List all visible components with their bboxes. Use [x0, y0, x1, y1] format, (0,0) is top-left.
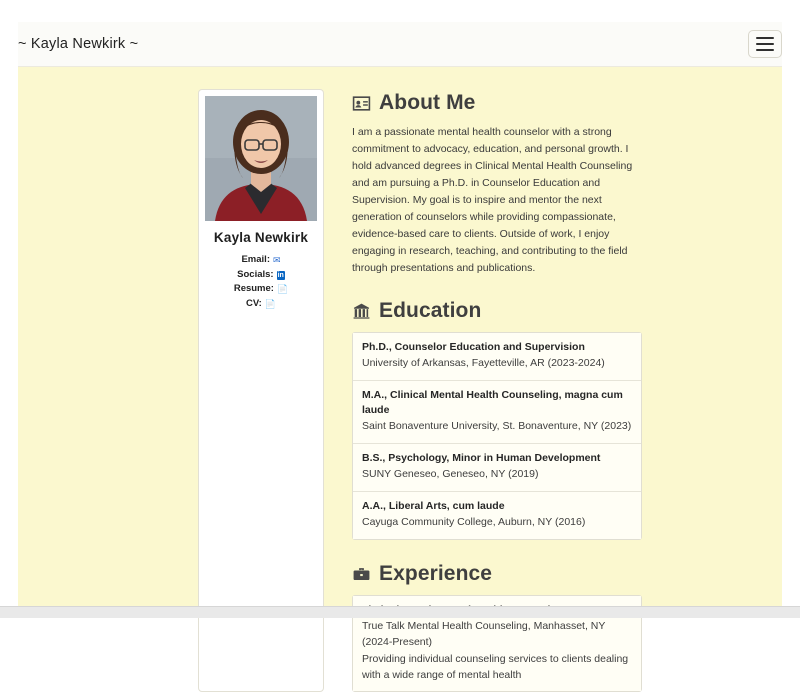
contact-list	[205, 253, 317, 312]
experience-section-title: Experience	[379, 562, 493, 586]
page-right-margin	[782, 22, 800, 607]
list-item	[353, 333, 641, 381]
experience-section-header	[352, 562, 642, 586]
education-school: Cayuga Community College, Auburn, NY (2016)	[362, 516, 586, 529]
menu-toggler-button[interactable]	[748, 30, 782, 58]
education-section-header	[352, 299, 642, 323]
document-icon[interactable]: 📄	[276, 284, 289, 295]
hamburger-bar-3	[756, 49, 774, 51]
list-item	[353, 381, 641, 444]
education-list	[352, 332, 642, 540]
profile-photo	[205, 96, 317, 221]
experience-org: True Talk Mental Health Counseling, Manhasset, NY (2024-Present)	[362, 620, 606, 649]
page-body	[0, 67, 800, 681]
email-icon[interactable]: ✉	[272, 254, 281, 265]
contact-cv-row[interactable]	[205, 297, 317, 312]
briefcase-icon	[352, 565, 371, 584]
contact-socials-label: Socials:	[237, 268, 274, 280]
site-navbar	[0, 22, 800, 67]
id-card-icon	[352, 94, 371, 113]
experience-description: Providing individual counseling services to clients dealing with a wide range of mental health	[362, 652, 629, 681]
contact-cv-label: CV:	[245, 298, 262, 310]
contact-email-row[interactable]	[205, 253, 317, 268]
contact-email-label: Email:	[241, 254, 270, 265]
education-school: SUNY Geneseo, Geneseo, NY (2019)	[362, 468, 539, 481]
right-column	[352, 89, 642, 692]
hamburger-bar-1	[756, 37, 774, 39]
site-brand[interactable]: ~ Kayla Newkirk ~	[18, 36, 139, 52]
contact-resume-row[interactable]	[205, 282, 317, 297]
profile-card	[198, 89, 324, 692]
education-school: Saint Bonaventure University, St. Bonaventure, NY (2023)	[362, 420, 632, 433]
list-item	[353, 444, 641, 492]
education-section-title: Education	[379, 299, 482, 322]
window-bottom-bar	[0, 606, 800, 618]
document-icon[interactable]: 📄	[264, 299, 277, 310]
profile-name: Kayla Newkirk	[213, 230, 309, 245]
linkedin-icon[interactable]: in	[277, 271, 284, 279]
left-column	[0, 89, 330, 692]
window-top-strip	[0, 0, 800, 22]
about-section-header	[352, 91, 642, 115]
about-section-title: About Me	[379, 91, 476, 114]
content-row	[0, 67, 800, 692]
about-text: I am a passionate mental health counselor with a strong commitment to advocacy, education, and personal growth. I hold advanced degrees in Clinical Mental Health Counseling and am pursuing a Ph.D. in Counselor Education and Supervision. My goal is to inspire and mentor the next generation of counselors while providing compassionate, evidence-based care to clients. Outside of work, I enjoy engaging in research, teaching, and contributing to the field through presentations and publications.	[352, 126, 633, 274]
page-left-margin	[0, 22, 18, 607]
list-item	[353, 492, 641, 539]
education-school: University of Arkansas, Fayetteville, AR (2023-2024)	[362, 357, 605, 370]
contact-resume-label: Resume:	[233, 283, 274, 295]
hamburger-bar-2	[756, 43, 774, 45]
education-degree: M.A., Clinical Mental Health Counseling, magna cum laude	[362, 388, 623, 417]
education-degree: B.S., Psychology, Minor in Human Development	[362, 452, 601, 465]
university-icon	[352, 302, 371, 321]
education-degree: A.A., Liberal Arts, cum laude	[362, 500, 505, 513]
contact-socials-row[interactable]	[205, 268, 317, 283]
education-degree: Ph.D., Counselor Education and Supervision	[362, 341, 585, 353]
